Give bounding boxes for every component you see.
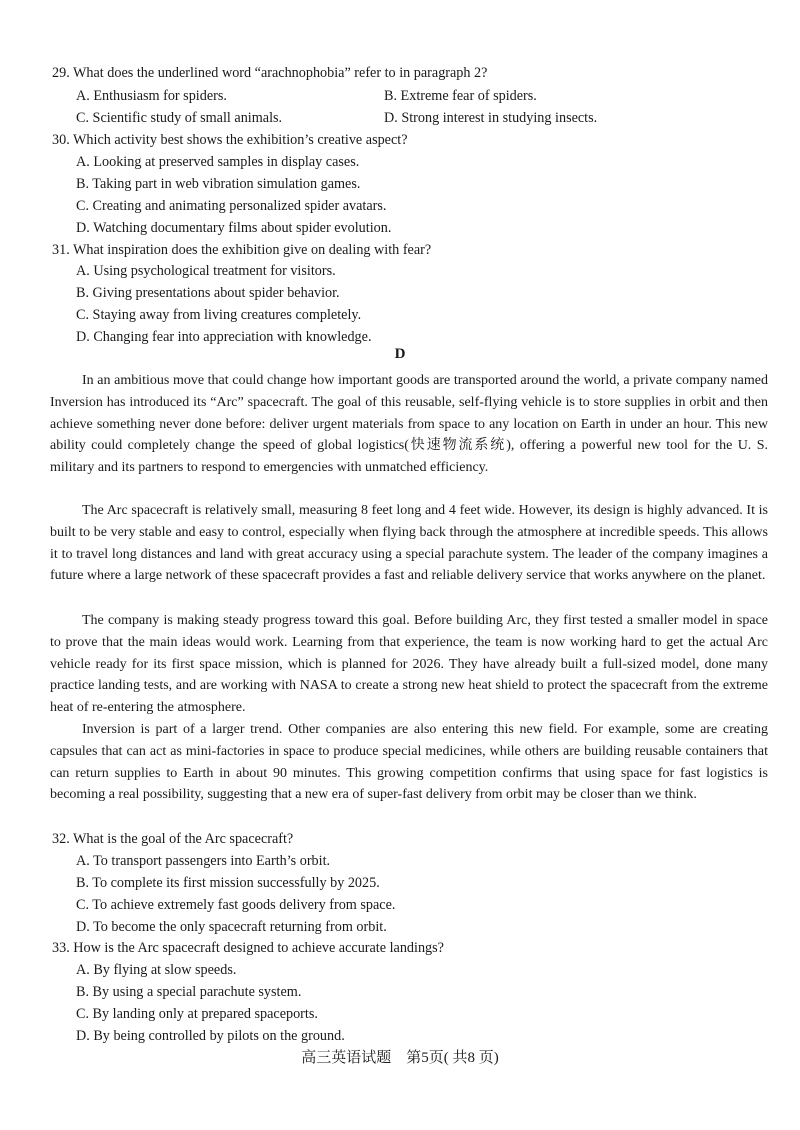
question-29-stem: 29. What does the underlined word “arachnophobia” refer to in paragraph 2? bbox=[52, 65, 488, 81]
passage-paragraph-3: The company is making steady progress toward this goal. Before building Arc, they first tested a smaller model in space to prove that the main ideas would work. Learning from that experience, the team is now working hard to get the actual Arc vehicle ready for its first space mission, which is planned for 2026. They have already built a full-sized model, done many practice landing tests, and are working with NASA to create a strong new heat shield to protect the spacecraft from the extreme heat of re-entering the atmosphere. bbox=[50, 613, 768, 716]
question-30-option-b: B. Taking part in web vibration simulation games. bbox=[76, 176, 361, 192]
question-29-option-d: D. Strong interest in studying insects. bbox=[384, 110, 598, 126]
question-29-option-b: B. Extreme fear of spiders. bbox=[384, 88, 537, 104]
question-29-option-a: A. Enthusiasm for spiders. bbox=[76, 88, 227, 104]
question-33-option-d: D. By being controlled by pilots on the ground. bbox=[76, 1028, 345, 1044]
question-32-stem: 32. What is the goal of the Arc spacecraft? bbox=[52, 831, 294, 847]
question-32-option-d: D. To become the only spacecraft returning from orbit. bbox=[76, 919, 387, 935]
question-33-option-c: C. By landing only at prepared spaceports. bbox=[76, 1006, 318, 1022]
section-heading: D bbox=[394, 346, 406, 362]
question-31-stem: 31. What inspiration does the exhibition give on dealing with fear? bbox=[52, 242, 432, 258]
question-29-option-c: C. Scientific study of small animals. bbox=[76, 110, 283, 126]
question-31-option-d: D. Changing fear into appreciation with knowledge. bbox=[76, 329, 372, 345]
passage-paragraph-4: Inversion is part of a larger trend. Other companies are also entering this new field. For example, some are creating capsules that can act as mini-factories in space to produce special medicines, while others are building reusable containers that can return supplies to Earth in about 90 minutes. This growing competition confirms that using space for fast logistics is becoming a real possibility, suggesting that a new era of super-fast delivery from orbit may be closer than we think. bbox=[50, 722, 768, 803]
question-31-option-a: A. Using psychological treatment for visitors. bbox=[76, 263, 336, 279]
passage-paragraph-2: The Arc spacecraft is relatively small, measuring 8 feet long and 4 feet wide. However, its design is highly advanced. It is built to be very stable and easy to control, especially when flying back through the atmosphere at incredible speeds. This allows it to travel long distances and land with great accuracy using a special parachute system. The leader of the company imagines a future where a large network of these spacecraft provides a fast and reliable delivery service that works anywhere on the planet. bbox=[50, 503, 768, 584]
question-32-option-c: C. To achieve extremely fast goods delivery from space. bbox=[76, 897, 396, 913]
question-33-option-a: A. By flying at slow speeds. bbox=[76, 962, 237, 978]
question-30-option-a: A. Looking at preserved samples in display cases. bbox=[76, 154, 360, 170]
question-31-option-c: C. Staying away from living creatures completely. bbox=[76, 307, 362, 323]
question-32-option-b: B. To complete its first mission successfully by 2025. bbox=[76, 875, 380, 891]
question-33-option-b: B. By using a special parachute system. bbox=[76, 984, 302, 1000]
question-30-option-c: C. Creating and animating personalized spider avatars. bbox=[76, 198, 387, 214]
question-31-option-b: B. Giving presentations about spider behavior. bbox=[76, 285, 340, 301]
question-30-option-d: D. Watching documentary films about spider evolution. bbox=[76, 220, 392, 236]
question-30-stem: 30. Which activity best shows the exhibition’s creative aspect? bbox=[52, 132, 408, 148]
question-32-option-a: A. To transport passengers into Earth’s orbit. bbox=[76, 853, 331, 869]
passage-paragraph-1: In an ambitious move that could change how important goods are transported around the world, a private company named Inversion has introduced its “Arc” spacecraft. The goal of this reusable, self-flying vehicle is to store supplies in orbit and then achieve something never done before: deliver urgent materials from space to any location on Earth in under an hour. This new ability could completely change the speed of global logistics(快速物流系统), offering a powerful new tool for the U. S. military and its partners to respond to emergencies with unmatched efficiency. bbox=[50, 373, 768, 476]
question-33-stem: 33. How is the Arc spacecraft designed to achieve accurate landings? bbox=[52, 940, 444, 956]
page-footer: 高三英语试题 第5页( 共8 页) bbox=[301, 1050, 499, 1066]
